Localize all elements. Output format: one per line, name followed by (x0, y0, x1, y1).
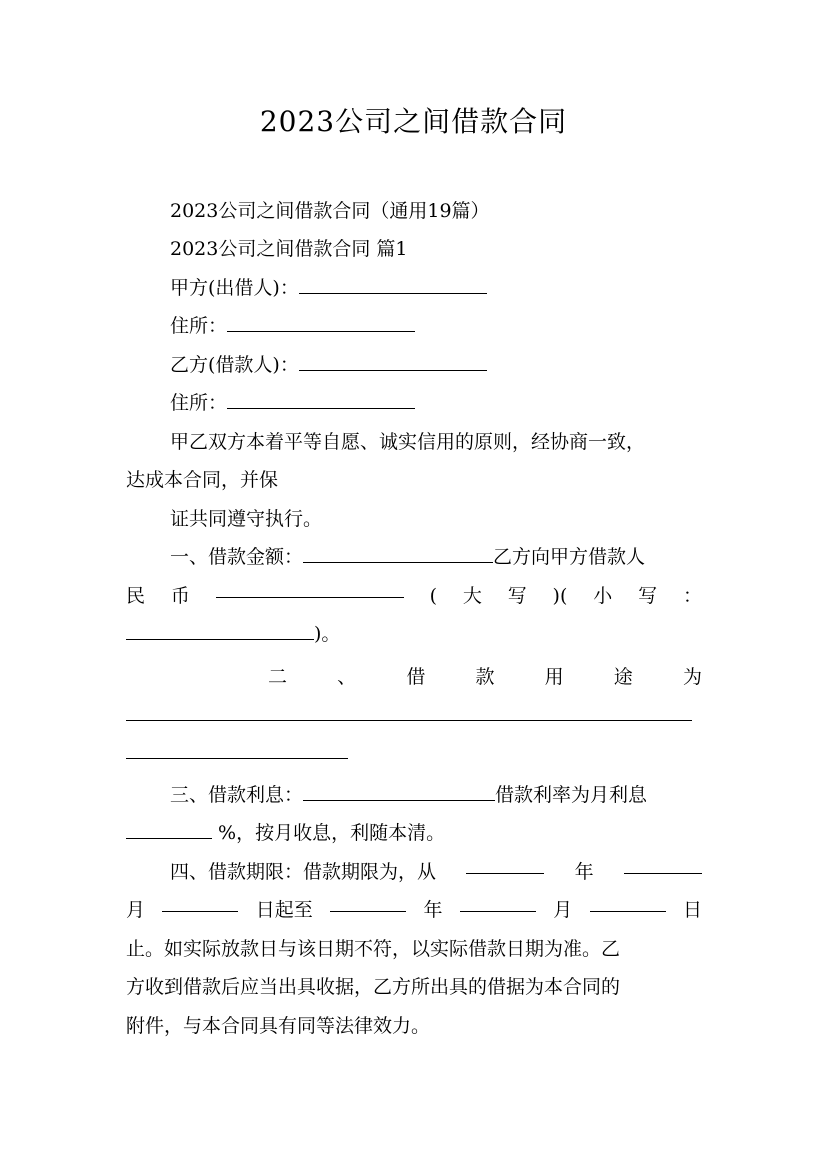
sec1-after-blank: 乙方向甲方借款人 (493, 546, 646, 568)
party-b-blank (299, 350, 487, 371)
sec4-start-year-blank (466, 853, 544, 874)
sec3-after-blank: 借款利率为月利息 (495, 784, 648, 806)
sec1-label: 一、借款金额： (170, 546, 304, 568)
sec4-ri-qizhi: 日起至 (255, 899, 313, 921)
sec4-start-month-blank (624, 853, 702, 874)
part-heading: 2023公司之间借款合同 篇1 (170, 238, 408, 260)
sec2-char: 为 (682, 666, 702, 688)
sec2-char: 途 (613, 666, 633, 688)
sec4-nian-1: 年 (574, 861, 594, 883)
sec4-label: 四、借款期限：借款期限为，从 (170, 861, 437, 883)
sec4-end-day-blank (590, 891, 666, 912)
document-subtitle: 2023公司之间借款合同（通用19篇） (170, 200, 490, 222)
party-a-blank (299, 273, 487, 294)
sec2-line-1 (268, 658, 702, 696)
sec1-paren-open: ( (429, 585, 437, 607)
sec4-line-5: 附件，与本合同具有同等法律效力。 (126, 1015, 431, 1037)
sec4-end-month-blank (460, 891, 536, 912)
sec1-close: )。 (314, 623, 341, 645)
sec1-xiao: 小 (593, 585, 613, 607)
sec2-char: 用 (544, 666, 564, 688)
sec4-yue-1: 月 (126, 899, 146, 921)
sec2-char: 借 (406, 666, 426, 688)
document-title: 2023公司之间借款合同 (259, 105, 568, 138)
sec4-line-4: 方收到借款后应当出具收据，乙方所出具的借据为本合同的 (126, 976, 621, 998)
sec4-nian-2: 年 (423, 899, 443, 921)
sec1-xie-1: 写 (507, 585, 527, 607)
sec3-rate-blank (126, 818, 212, 839)
intro-line-1: 甲乙双方本着平等自愿、诚实信用的原则，经协商一致， (170, 431, 646, 453)
sec3-line-1 (170, 776, 702, 814)
sec2-purpose-blank-1 (126, 700, 692, 721)
sec1-line-2 (126, 577, 702, 615)
party-a-line (170, 269, 702, 307)
party-a-label: 甲方(出借人)： (170, 277, 299, 299)
sec1-da: 大 (462, 585, 482, 607)
sec1-colon: ： (682, 585, 702, 607)
address-a-line (170, 307, 702, 345)
sec4-end-year-blank (330, 891, 406, 912)
sec1-xie-2: 写 (638, 585, 658, 607)
sec4-line-2 (126, 891, 702, 929)
sec1-lower-blank (126, 619, 314, 640)
party-b-line (170, 346, 702, 384)
party-b-label: 乙方(借款人)： (170, 354, 299, 376)
sec1-paren-mid: )( (552, 585, 568, 607)
sec3-tail: %，按月收息，利随本清。 (218, 822, 446, 844)
address-b-label: 住所： (170, 392, 228, 414)
intro-line-3: 证共同遵守执行。 (170, 508, 323, 530)
sec1-min: 民 (126, 585, 146, 607)
sec2-char: 二 (268, 666, 288, 688)
intro-line-2: 达成本合同，并保 (126, 469, 279, 491)
address-a-blank (227, 311, 415, 332)
sec4-ri: 日 (682, 899, 702, 921)
sec1-line-3 (126, 615, 702, 653)
sec4-start-day-blank (162, 891, 238, 912)
sec3-line-2 (126, 814, 702, 852)
sec2-char: 款 (475, 666, 495, 688)
sec1-line-1 (170, 538, 702, 576)
sec4-line-3: 止。如实际放款日与该日期不符，以实际借款日期为准。乙 (126, 938, 621, 960)
sec2-char: 、 (337, 666, 357, 688)
sec1-amount-blank (303, 542, 493, 563)
sec1-rmb-blank (216, 577, 404, 598)
sec3-interest-blank (303, 780, 495, 801)
sec2-line-2 (126, 696, 702, 734)
sec1-bi: 币 (170, 585, 190, 607)
address-b-line (170, 384, 702, 422)
address-b-blank (227, 388, 415, 409)
sec3-label: 三、借款利息： (170, 784, 304, 806)
sec4-yue-2: 月 (553, 899, 573, 921)
address-a-label: 住所： (170, 315, 228, 337)
sec2-line-3 (126, 734, 702, 772)
sec4-line-1 (170, 853, 702, 891)
sec2-purpose-blank-2 (126, 738, 348, 759)
